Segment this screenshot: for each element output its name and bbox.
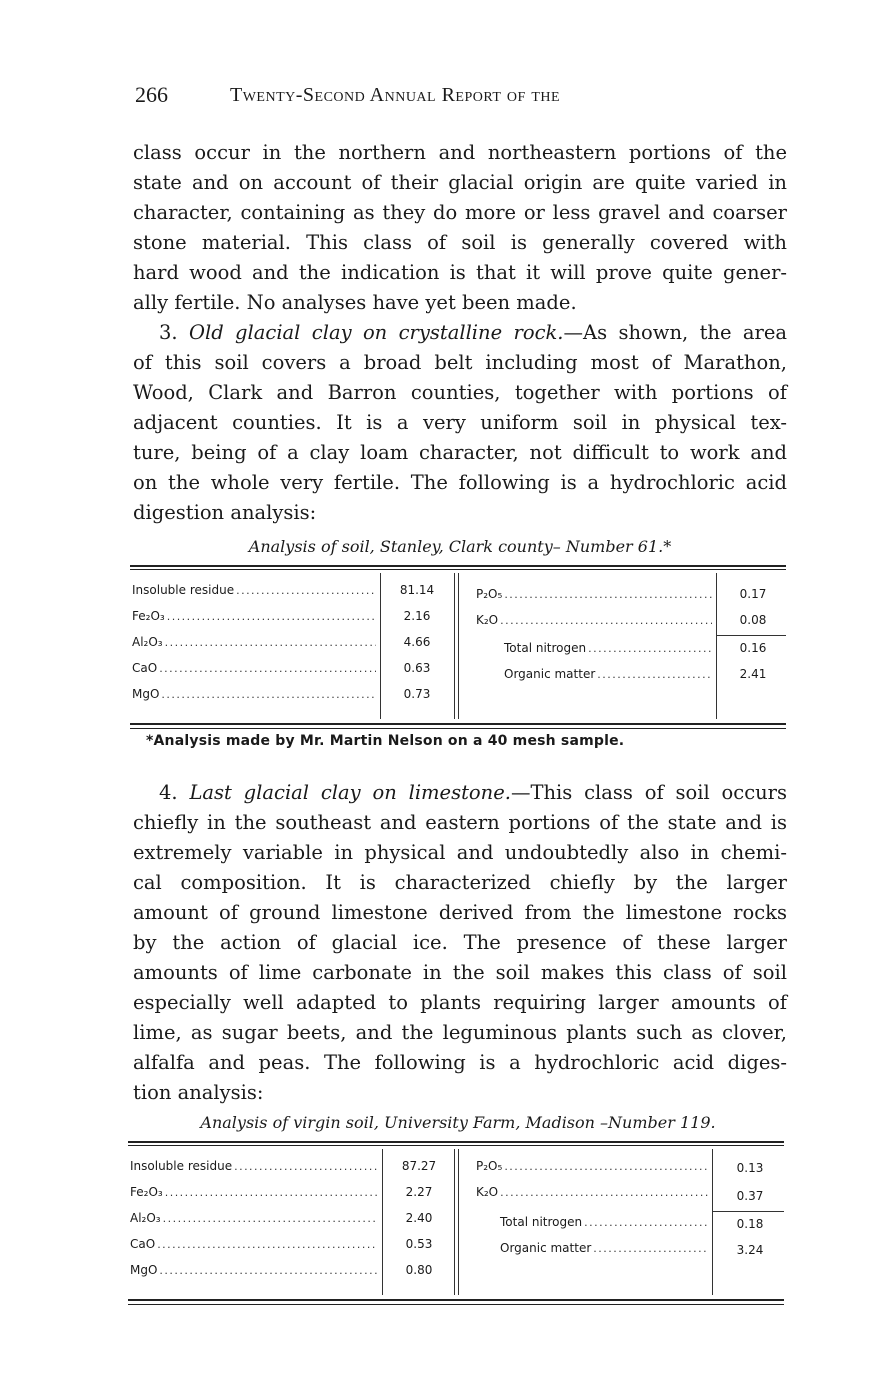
running-head <box>135 82 785 116</box>
rule <box>128 1141 784 1143</box>
table-cell-value: 87.27 <box>401 1159 437 1173</box>
page-number: 266 <box>135 82 168 107</box>
text-line: hard wood and the indication is that it will prove quite gener- <box>133 261 787 284</box>
text-line: cal composition. It is characterized chiefly by the larger <box>133 871 787 894</box>
table-1-caption: Analysis of soil, Stanley, Clark county– Number 61.* <box>248 537 672 556</box>
table-cell-value: 2.41 <box>739 667 767 681</box>
table-row-label: Fe₂O₃ . . . <box>132 609 376 623</box>
subtotal-rule <box>712 1211 784 1212</box>
table-cell-value: 0.80 <box>405 1263 433 1277</box>
table-row-label: P₂O₅ . . . <box>476 1159 708 1173</box>
text-line: adjacent counties. It is a very uniform soil in physical tex- <box>133 411 787 434</box>
rule <box>130 728 786 729</box>
table-1 <box>130 565 786 730</box>
section-heading: Last glacial clay on limestone. <box>189 781 511 804</box>
subtotal-rule <box>716 635 786 636</box>
paragraph-2 <box>133 318 787 528</box>
table-cell-value: 0.53 <box>405 1237 433 1251</box>
table-cell-value: 2.40 <box>405 1211 433 1225</box>
rule <box>130 569 786 570</box>
rule <box>128 1299 784 1301</box>
table-cell-value: 81.14 <box>399 583 435 597</box>
table-2 <box>128 1141 784 1307</box>
table-cell-value: 0.17 <box>739 587 767 601</box>
table-cell-value: 2.27 <box>405 1185 433 1199</box>
table-row-label: P₂O₅ . . . <box>476 587 712 601</box>
text-line-rest: —As shown, the area <box>563 321 787 344</box>
table-row-label: CaO . . . <box>132 661 376 675</box>
table-cell-value: 0.08 <box>739 613 767 627</box>
text-line: amounts of lime carbonate in the soil makes this class of soil <box>133 961 787 984</box>
table-cell-value: 2.16 <box>403 609 431 623</box>
table-cell-value: 3.24 <box>736 1243 764 1257</box>
table-row-label: MgO . . . <box>130 1263 378 1277</box>
paragraph-3 <box>133 778 787 1108</box>
text-line: ture, being of a clay loam character, not difficult to work and <box>133 441 787 464</box>
column-divider <box>454 573 459 719</box>
table-row-label: Total nitrogen . . . <box>504 641 712 655</box>
text-line-rest: —This class of soil occurs <box>510 781 788 804</box>
table-1-footnote: *Analysis made by Mr. Martin Nelson on a 40 mesh sample. <box>146 733 625 749</box>
table-cell-value: 0.16 <box>739 641 767 655</box>
table-row-label: CaO . . . <box>130 1237 378 1251</box>
table-row-label: Fe₂O₃ . . . <box>130 1185 378 1199</box>
column-divider <box>454 1149 459 1295</box>
text-line: digestion analysis: <box>133 501 317 524</box>
text-line: lime, as sugar beets, and the leguminous plants such as clover, <box>133 1021 787 1044</box>
text-line: ally fertile. No analyses have yet been made. <box>133 291 577 314</box>
table-row-label: K₂O . . . <box>476 1185 708 1199</box>
text-line: amount of ground limestone derived from the limestone rocks <box>133 901 787 924</box>
text-line <box>133 778 787 808</box>
table-row-label: Organic matter . . . <box>504 667 712 681</box>
text-line <box>133 318 787 348</box>
text-line: chiefly in the southeast and eastern portions of the state and is <box>133 811 787 834</box>
rule <box>128 1145 784 1146</box>
table-2-caption: Analysis of virgin soil, University Farm, Madison –Number 119. <box>200 1113 716 1132</box>
table-cell-value: 0.63 <box>403 661 431 675</box>
column-divider <box>716 573 717 719</box>
table-cell-value: 0.73 <box>403 687 431 701</box>
text-line: extremely variable in physical and undoubtedly also in chemi- <box>133 841 787 864</box>
table-row-label: MgO . . . <box>132 687 376 701</box>
table-cell-value: 0.18 <box>736 1217 764 1231</box>
text-line: alfalfa and peas. The following is a hydrochloric acid diges- <box>133 1051 787 1074</box>
text-line: especially well adapted to plants requiring larger amounts of <box>133 991 787 1014</box>
text-line: on the whole very fertile. The following is a hydrochloric acid <box>133 471 787 494</box>
table-row-label: Al₂O₃ . . . <box>132 635 376 649</box>
text-line: stone material. This class of soil is generally covered with <box>133 231 787 254</box>
section-heading: Old glacial clay on crystalline rock. <box>188 321 564 344</box>
text-line: character, containing as they do more or less gravel and coarser <box>133 201 787 224</box>
rule <box>130 565 786 567</box>
table-cell-value: 0.13 <box>736 1161 764 1175</box>
text-line: by the action of glacial ice. The presence of these larger <box>133 931 787 954</box>
rule <box>128 1304 784 1305</box>
table-row-label: Al₂O₃ . . . <box>130 1211 378 1225</box>
table-row-label: Organic matter . . . <box>500 1241 708 1255</box>
table-cell-value: 4.66 <box>403 635 431 649</box>
table-row-label: K₂O . . . <box>476 613 712 627</box>
header-title: Twenty-Second Annual Report of the <box>230 84 561 106</box>
column-divider <box>382 1149 383 1295</box>
column-divider <box>712 1149 713 1295</box>
text-line: Wood, Clark and Barron counties, together with portions of <box>133 381 787 404</box>
text-line: class occur in the northern and northeastern portions of the <box>133 141 787 164</box>
column-divider <box>380 573 381 719</box>
rule <box>130 723 786 725</box>
text-line: of this soil covers a broad belt including most of Marathon, <box>133 351 787 374</box>
table-row-label: Total nitrogen . . . <box>500 1215 708 1229</box>
section-number: 4. <box>159 781 178 804</box>
text-line: state and on account of their glacial origin are quite varied in <box>133 171 787 194</box>
section-number: 3. <box>159 321 178 344</box>
table-row-label: Insoluble residue . . . <box>130 1159 378 1173</box>
table-row-label: Insoluble residue . . . <box>132 583 376 597</box>
table-cell-value: 0.37 <box>736 1189 764 1203</box>
paragraph-1 <box>133 138 787 318</box>
text-line: tion analysis: <box>133 1081 264 1104</box>
